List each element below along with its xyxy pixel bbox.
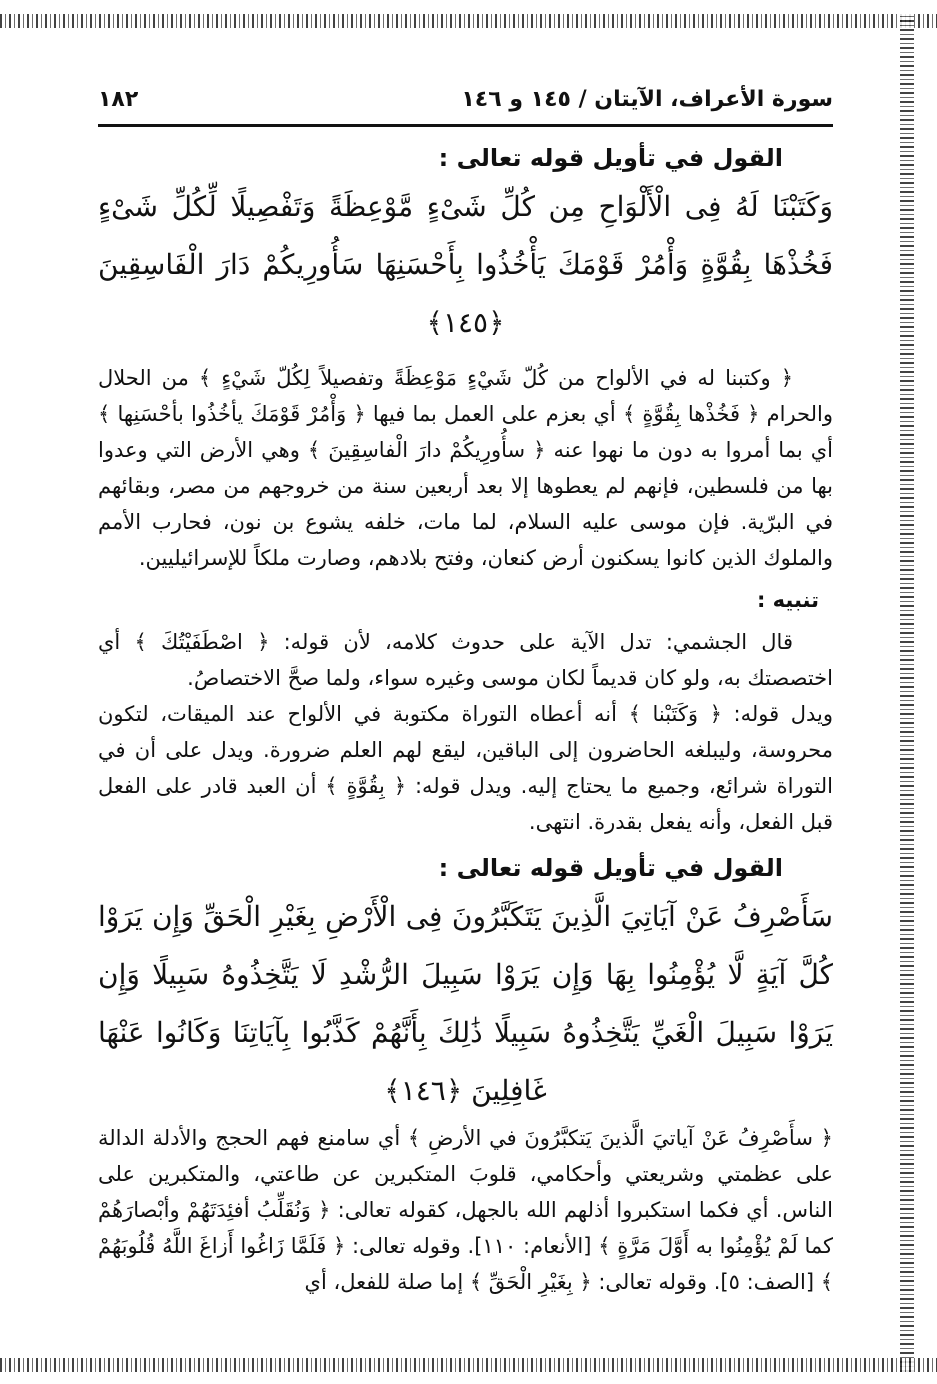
- page-number: ١٨٢: [98, 86, 139, 112]
- commentary-paragraph: قال الجشمي: تدل الآية على حدوث كلامه، لأن قوله: ﴿ اصْطَفَيْتُكَ ﴾ أي اختصصتك به، ولو كان قديماً لكان موسى وغيره سواء، ولما صحَّ الاختصاصُ.: [98, 630, 833, 690]
- ornamental-border-top: [0, 14, 937, 28]
- commentary-paragraph: ويدل قوله: ﴿ وَكَتَبْنا ﴾ أنه أعطاه التوراة مكتوبة في الألواح عند الميقات، لتكون محروسة، وليبلغه الحاضرون إلى الباقين، ليقع لهم العلم ضرورة. ويدل على أن في التوراة شرائع، وجميع ما يحتاج إليه. ويدل قوله: ﴿ بِقُوَّةٍ ﴾ أن العبد قادر على الفعل قبل الفعل، وأنه يفعل بقدرة. انتهى.: [98, 702, 833, 834]
- ornamental-border-right: [900, 14, 914, 1372]
- section-heading: القول في تأويل قوله تعالى :: [438, 854, 783, 882]
- running-header: [98, 82, 833, 116]
- commentary-paragraph: ﴿ وكتبنا له في الألواح من كُلّ شَيْءٍ مَوْعِظَةً وتفصيلاً لِكُلّ شَيْءٍ ﴾ من الحلال والحرام ﴿ فَخُذْها بِقُوَّةٍ ﴾ أي بعزم على العمل بما فيها ﴿ وَأْمُرْ قَوْمَكَ يأخُذُوا بأحْسَنِها ﴾ أي بما أمروا به دون ما نهوا عنه ﴿ سأُورِيكُمْ دارَ الْفاسِقِينَ ﴾ وهي الأرض التي وعدوا بها من فلسطين، فإنهم لم يعطوها إلا بعد أربعين سنة من خروجهم من مصر، وبقائهم في البرّية. فإن موسى عليه السلام، لما مات، خلفه يشوع بن نون، فحارب الأمم والملوك الذين كانوا يسكنون أرض كنعان، وفتح بلادهم، وصارت ملكاً للإسرائيليين.: [98, 366, 833, 570]
- quran-verse: سَأَصْرِفُ عَنْ آيَاتِيَ الَّذِينَ يَتَكَبَّرُونَ فِى الْأَرْضِ بِغَيْرِ الْحَقِّ وَإِن يَرَوْا كُلَّ آيَةٍ لَّا يُؤْمِنُوا بِهَا وَإِن يَرَوْا سَبِيلَ الرُّشْدِ لَا يَتَّخِذُوهُ سَبِيلًا وَإِن يَرَوْا سَبِيلَ الْغَيِّ يَتَّخِذُوهُ سَبِيلًا ذَٰلِكَ بِأَنَّهُمْ كَذَّبُوا بِآيَاتِنَا وَكَانُوا عَنْهَا غَافِلِينَ ﴿١٤٦﴾: [98, 900, 833, 1107]
- note-heading: تنبيه :: [756, 588, 819, 612]
- commentary-paragraph: ﴿ سأَصْرِفُ عَنْ آياتيَ الَّذينَ يَتكبَّرُونَ في الأرضِ ﴾ أي سامنع فهم الحجج والأدلة الدالة على عظمتي وشريعتي وأحكامي، قلوبَ المتكبرين عن طاعتي، والمتكبرين على الناس. أي فكما استكبروا أذلهم الله بالجهل، كقوله تعالى: ﴿ وَنُقَلِّبُ أفئِدَتَهُمْ وأبْصارَهُمْ كما لَمْ يُؤْمِنُوا به أَوَّلَ مَرَّةٍ ﴾ [الأنعام: ١١٠]. وقوله تعالى: ﴿ فَلَمَّا زَاغُوا أَزاغَ اللَّهُ قُلُوبَهُمْ ﴾ [الصف: ٥]. وقوله تعالى: ﴿ بِغَيْرِ الْحَقِّ ﴾ إما صلة للفعل، أي: [98, 1126, 833, 1294]
- section-title: سورة الأعراف، الآيتان / ١٤٥ و ١٤٦: [461, 86, 833, 112]
- page-body: [98, 138, 833, 1300]
- header-rule: [98, 124, 833, 127]
- ornamental-border-bottom: [0, 1358, 937, 1372]
- section-heading: القول في تأويل قوله تعالى :: [438, 144, 783, 172]
- quran-verse: وَكَتَبْنَا لَهُ فِى الْأَلْوَاحِ مِن كُلِّ شَىْءٍ مَّوْعِظَةً وَتَفْصِيلًا لِّكُلِّ شَىْءٍ فَخُذْهَا بِقُوَّةٍ وَأْمُرْ قَوْمَكَ يَأْخُذُوا بِأَحْسَنِهَا سَأُورِيكُمْ دَارَ الْفَاسِقِينَ ﴿١٤٥﴾: [98, 190, 833, 339]
